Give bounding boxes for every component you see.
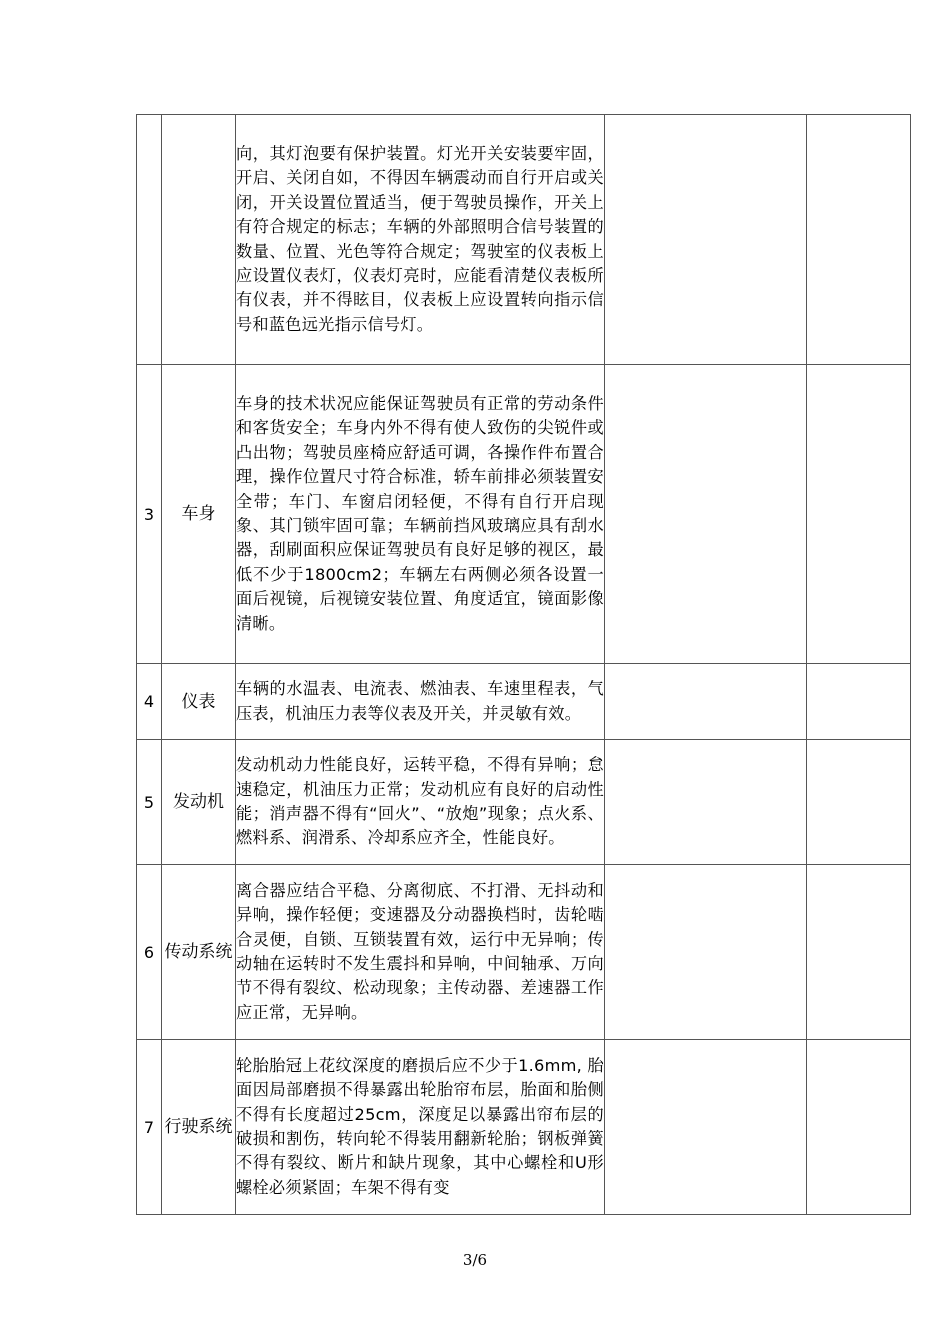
item-name: 车身 xyxy=(162,365,236,664)
remark-cell xyxy=(807,740,911,865)
row-number: 5 xyxy=(137,740,162,865)
item-requirement: 离合器应结合平稳、分离彻底、不打滑、无抖动和异响，操作轻便；变速器及分动器换档时，齿轮啮合灵便，自锁、互锁装置有效，运行中无异响；传动轴在运转时不发生震抖和异响，中间轴承、万向节不得有裂纹、松动现象；主传动器、差速器工作应正常，无异响。 xyxy=(236,865,605,1040)
item-name xyxy=(162,115,236,365)
item-requirement: 向，其灯泡要有保护装置。灯光开关安装要牢固，开启、关闭自如，不得因车辆震动而自行开启或关闭，开关设置位置适当，便于驾驶员操作，开关上有符合规定的标志；车辆的外部照明合信号装置的数量、位置、光色等符合规定；驾驶室的仪表板上应设置仪表灯，仪表灯亮时，应能看清楚仪表板所有仪表，并不得眩目，仪表板上应设置转向指示信号和蓝色远光指示信号灯。 xyxy=(236,115,605,365)
row-number xyxy=(137,115,162,365)
table-row xyxy=(137,865,911,1040)
row-number: 4 xyxy=(137,664,162,740)
remark-cell xyxy=(807,1040,911,1215)
item-name: 传动系统 xyxy=(162,865,236,1040)
result-cell xyxy=(605,740,807,865)
table-row xyxy=(137,365,911,664)
item-name: 行驶系统 xyxy=(162,1040,236,1215)
row-number: 3 xyxy=(137,365,162,664)
table-row xyxy=(137,664,911,740)
item-requirement: 车辆的水温表、电流表、燃油表、车速里程表，气压表，机油压力表等仪表及开关，并灵敏有效。 xyxy=(236,664,605,740)
result-cell xyxy=(605,865,807,1040)
result-cell xyxy=(605,365,807,664)
remark-cell xyxy=(807,115,911,365)
remark-cell xyxy=(807,365,911,664)
row-number: 7 xyxy=(137,1040,162,1215)
item-requirement: 车身的技术状况应能保证驾驶员有正常的劳动条件和客货安全；车身内外不得有使人致伤的尖锐件或凸出物；驾驶员座椅应舒适可调，各操作件布置合理，操作位置尺寸符合标准，轿车前排必须装置安全带；车门、车窗启闭轻便，不得有自行开启现象、其门锁牢固可靠；车辆前挡风玻璃应具有刮水器，刮刷面积应保证驾驶员有良好足够的视区，最低不少于1800cm2；车辆左右两侧必须各设置一面后视镜，后视镜安装位置、角度适宜，镜面影像清晰。 xyxy=(236,365,605,664)
table-row xyxy=(137,740,911,865)
remark-cell xyxy=(807,865,911,1040)
result-cell xyxy=(605,115,807,365)
table-row xyxy=(137,1040,911,1215)
remark-cell xyxy=(807,664,911,740)
item-name: 发动机 xyxy=(162,740,236,865)
item-requirement: 轮胎胎冠上花纹深度的磨损后应不少于1.6mm, 胎面因局部磨损不得暴露出轮胎帘布层，胎面和胎侧不得有长度超过25cm，深度足以暴露出帘布层的破损和割伤，转向轮不得装用翻新轮胎；钢板弹簧不得有裂纹、断片和缺片现象，其中心螺栓和U形螺栓必须紧固；车架不得有变 xyxy=(236,1040,605,1215)
inspection-table xyxy=(136,114,911,1215)
page-number: 3/6 xyxy=(462,1251,488,1269)
row-number: 6 xyxy=(137,865,162,1040)
item-requirement: 发动机动力性能良好，运转平稳，不得有异响；怠速稳定，机油压力正常；发动机应有良好的启动性能；消声器不得有“回火”、“放炮”现象；点火系、燃料系、润滑系、冷却系应齐全，性能良好。 xyxy=(236,740,605,865)
item-name: 仪表 xyxy=(162,664,236,740)
result-cell xyxy=(605,664,807,740)
result-cell xyxy=(605,1040,807,1215)
table-row xyxy=(137,115,911,365)
